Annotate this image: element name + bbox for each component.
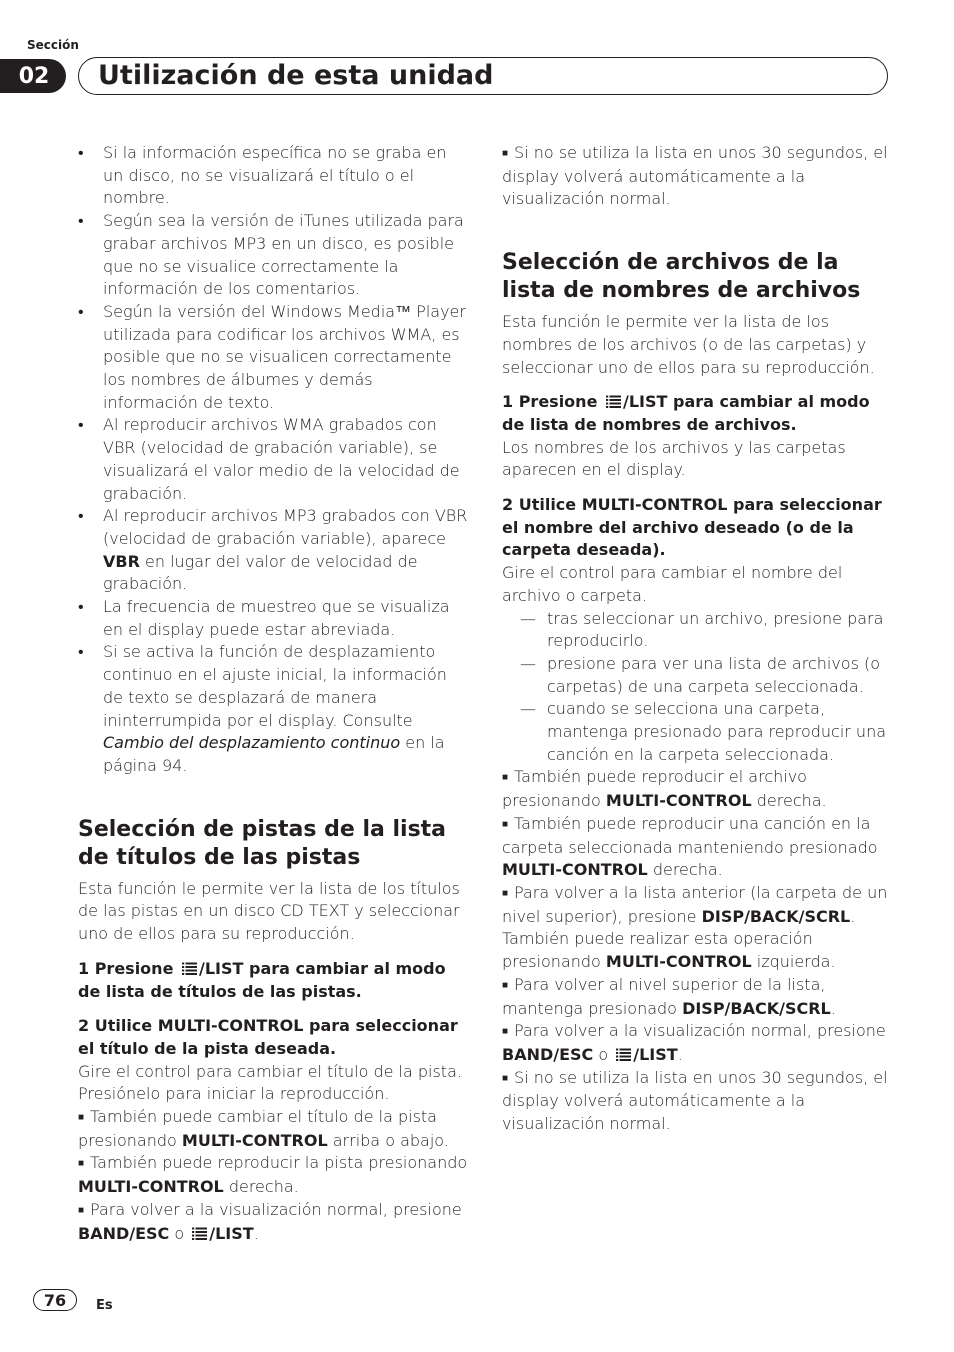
square-bullet: ■ [502, 148, 509, 159]
intro-text: Esta función le permite ver la lista de los títulos de las pistas en un disco CD TEXT y seleccionar uno de ellos para su reproducción. [78, 878, 460, 944]
step-2-text: Gire el control para cambiar el nombre del archivo o carpeta. [502, 563, 843, 605]
section-number-badge: 02 [0, 59, 66, 93]
note: ■ Para volver a la visualización normal, presione BAND/ESC o /LIST. [78, 1199, 462, 1243]
bullet-dot: • [78, 642, 84, 662]
step-2-text: Gire el control para cambiar el título de la pista. Presiónelo para iniciar la reproducción. [78, 1061, 462, 1104]
list-item: • Si se activa la función de desplazamiento continuo en el ajuste inicial, la información de texto se desplazará de manera ininterrumpida por el display. Consulte Cambio del desplazamiento continuo en la página 94. [78, 642, 447, 775]
step-2: 2 Utilice MULTI-CONTROL para seleccionar el nombre del archivo deseado (o de la carpeta deseada). [502, 495, 882, 560]
dash-marker: — [520, 699, 536, 719]
step-1: 1 Presione /LIST para cambiar al modo de lista de nombres de archivos. [502, 392, 870, 434]
list-item: • Según la versión del Windows Media™ Player utilizada para codificar los archivos WMA, es posible que no se visualicen correctamente los nombres de álbumes y demás información de texto. [78, 301, 466, 412]
section-heading: Selección de archivos de la lista de nombres de archivos [502, 250, 861, 304]
list-icon [182, 962, 197, 975]
note: ■ Para volver al nivel superior de la lista, mantenga presionado DISP/BACK/SCRL. [502, 974, 836, 1018]
square-bullet: ■ [502, 772, 509, 784]
page-number: 76 [33, 1289, 77, 1311]
list-icon [606, 395, 621, 408]
bullet-dot: • [78, 597, 84, 617]
dash-marker: — [520, 608, 536, 628]
step-1: 1 Presione /LIST para cambiar al modo de lista de títulos de las pistas. [78, 958, 446, 1001]
left-column [78, 142, 468, 1245]
square-bullet: ■ [78, 1158, 85, 1170]
square-bullet: ■ [502, 818, 509, 830]
bullet-dot: • [78, 415, 84, 435]
list-icon [616, 1048, 631, 1061]
note: ■ Si no se utiliza la lista en unos 30 segundos, el display volverá automáticamente a la visualización normal. [502, 143, 888, 209]
dash-marker: — [520, 653, 536, 673]
note: ■ También puede reproducir el archivo presionando MULTI-CONTROL derecha. [502, 767, 827, 811]
square-bullet: ■ [502, 887, 509, 899]
square-bullet: ■ [78, 1204, 85, 1216]
note: ■ También puede cambiar el título de la pista presionando MULTI-CONTROL arriba o abajo. [78, 1107, 449, 1150]
section-label: Sección [27, 38, 79, 52]
step-2: 2 Utilice MULTI-CONTROL para seleccionar el título de la pista deseada. [78, 1016, 458, 1058]
bullet-dot: • [78, 211, 84, 231]
square-bullet: ■ [502, 979, 509, 991]
bullet-dot: • [78, 301, 84, 321]
list-item: • La frecuencia de muestreo que se visualiza en el display puede estar abreviada. [78, 597, 450, 639]
step-1-text: Los nombres de los archivos y las carpetas aparecen en el display. [502, 437, 846, 480]
square-bullet: ■ [78, 1112, 85, 1124]
list-item: • Al reproducir archivos MP3 grabados con VBR (velocidad de grabación variable), aparece VBR en lugar del valor de velocidad de grabación. [78, 506, 468, 594]
bullet-dot: • [78, 143, 84, 162]
list-icon [192, 1227, 207, 1240]
square-bullet: ■ [502, 1072, 509, 1084]
list-item: • Al reproducir archivos WMA grabados con VBR (velocidad de grabación variable), se visualizará el valor medio de la velocidad de grabación. [78, 415, 460, 503]
note: ■ También puede reproducir la pista presionando MULTI-CONTROL derecha. [78, 1153, 468, 1197]
list-item: • Si la información específica no se graba en un disco, no se visualizará el título o el nombre. [78, 143, 447, 208]
cross-reference: Cambio del desplazamiento continuo [103, 733, 401, 753]
section-heading: Selección de pistas de la lista de títulos de las pistas [78, 816, 447, 870]
note: ■ Para volver a la lista anterior (la carpeta de un nivel superior), presione DISP/BACK/SCRL. También puede realizar esta operación presionando MULTI-CONTROL izquierda. [502, 882, 888, 972]
intro-text: Esta función le permite ver la lista de los nombres de los archivos (o de las carpetas) y seleccionar uno de ellos para su reproducción. [502, 312, 875, 377]
bullet-dot: • [78, 506, 84, 526]
note: ■ Si no se utiliza la lista en unos 30 segundos, el display volverá automáticamente a la visualización normal. [502, 1067, 888, 1134]
square-bullet: ■ [502, 1026, 509, 1038]
note: ■ También puede reproducir una canción en la carpeta seleccionada manteniendo presionado MULTI-CONTROL derecha. [502, 813, 878, 880]
note: ■ Para volver a la visualización normal, presione BAND/ESC o /LIST. [502, 1021, 886, 1064]
dash-item: — presione para ver una lista de archivos (o carpetas) de una carpeta seleccionada. [520, 653, 881, 696]
page-title: Utilización de esta unidad [98, 60, 494, 91]
list-item: • Según sea la versión de iTunes utilizada para grabar archivos MP3 en un disco, es posible que no se visualice correctamente la información de los comentarios. [78, 211, 464, 299]
right-column [502, 142, 892, 1136]
dash-item: — cuando se selecciona una carpeta, mantenga presionado para reproducir una canción en la carpeta seleccionada. [520, 699, 887, 764]
language-code: Es [96, 1298, 113, 1313]
dash-item: — tras seleccionar un archivo, presione para reproducirlo. [520, 608, 884, 651]
